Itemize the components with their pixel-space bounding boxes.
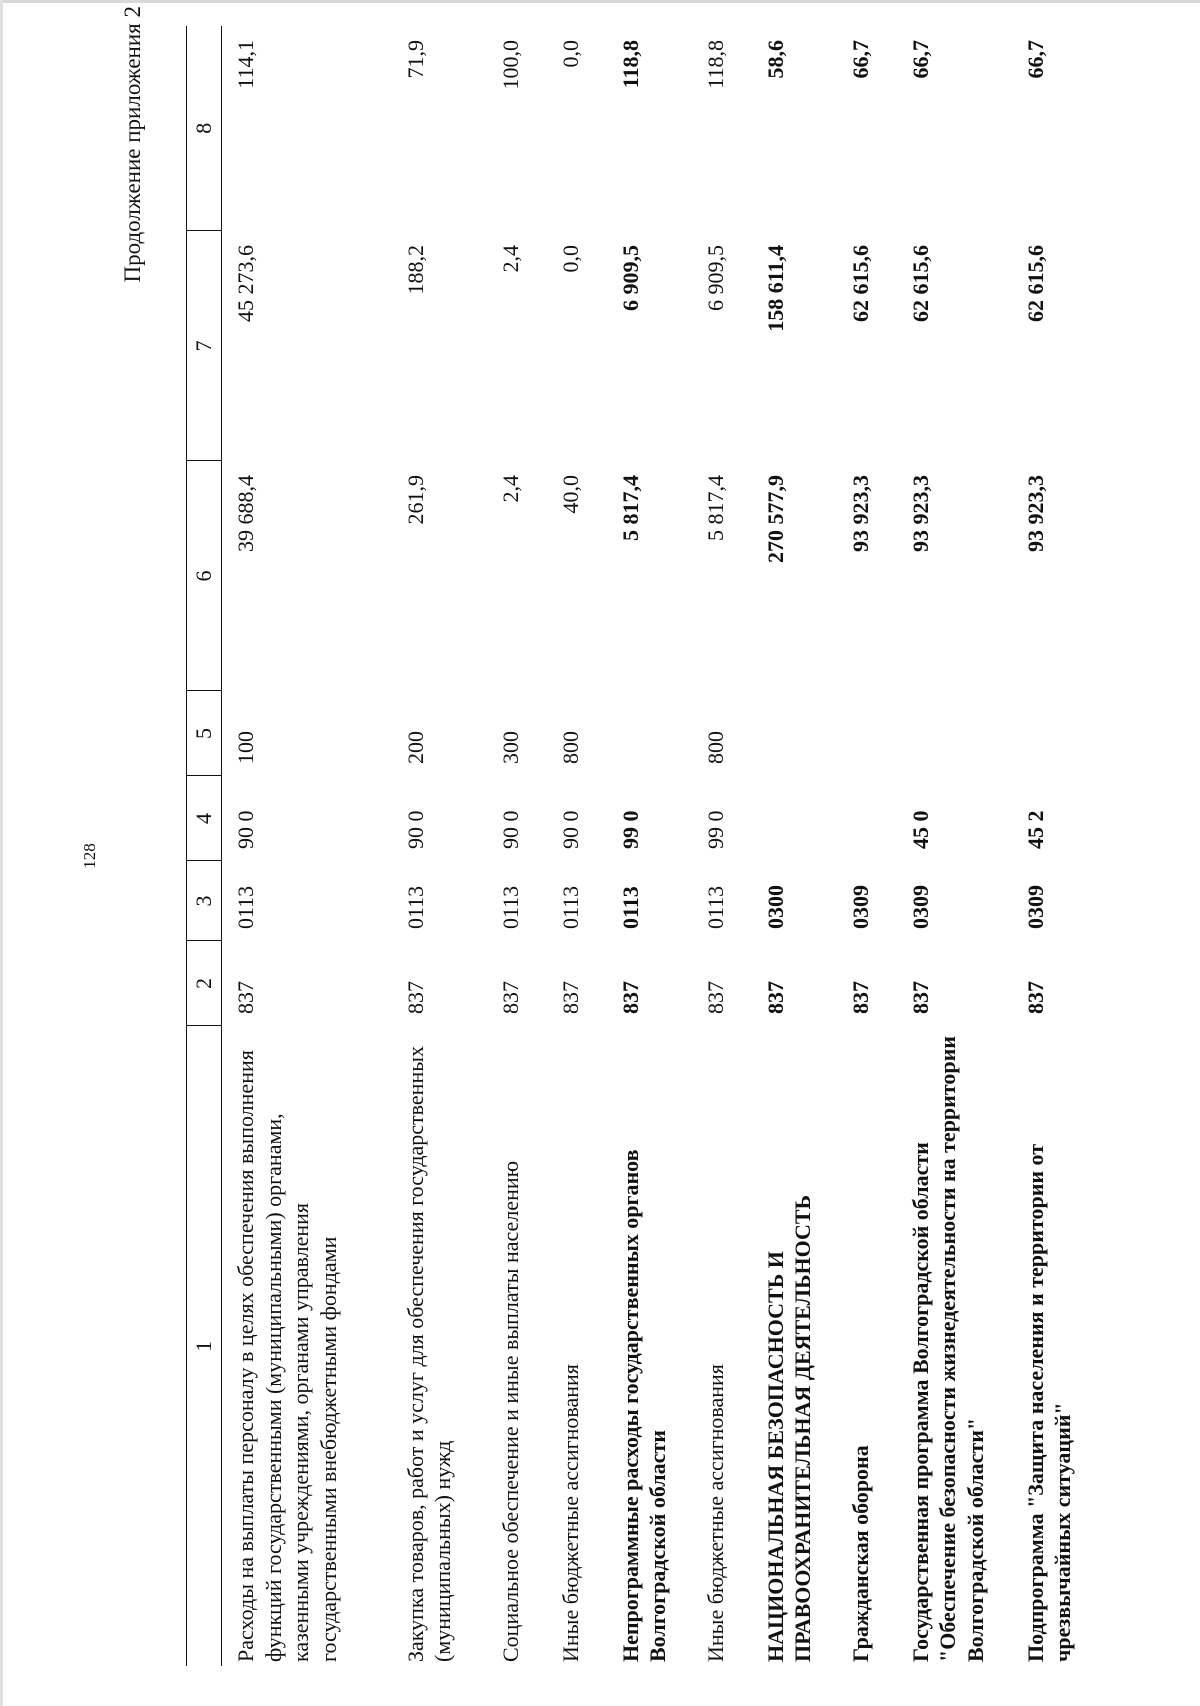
row-name: Государственная программа Волгоградской области "Обеспечение безопасности жизнедеятельности на территории Волгоградской области" [907,1036,988,1662]
cell-value-8: 66,7 [847,40,873,79]
row-name: Социальное обеспечение и иные выплаты населению [497,1160,523,1662]
cell-expense-type [837,691,897,776]
col-header-8: 8 [187,26,222,231]
cell-section: 0300 [762,885,788,929]
cell-chapter: 837 [557,981,583,1014]
cell-value-6: 2,4 [497,475,523,503]
cell-program [837,776,897,861]
cell-chapter: 837 [233,981,258,1014]
table-row [222,26,392,1666]
cell-chapter: 837 [762,981,788,1014]
cell-value-7: 6 909,5 [617,245,643,311]
cell-section: 0309 [847,885,873,929]
cell-expense-type: 100 [233,731,258,764]
header-row [187,26,222,1666]
cell-program: 99 0 [617,810,643,849]
cell-value-8: 71,9 [402,40,428,79]
row-name: Закупка товаров, работ и услуг для обеспечения государственных (муниципальных) нужд [402,1045,455,1662]
table-row [1012,26,1097,1666]
cell-value-8: 114,1 [233,40,258,89]
cell-chapter: 837 [702,981,728,1014]
cell-program: 90 0 [402,810,428,849]
table-row [897,26,1012,1666]
cell-value-7: 62 615,6 [847,245,873,322]
col-header-2: 2 [187,941,222,1026]
cell-value-8: 66,7 [907,40,933,79]
cell-program: 90 0 [557,810,583,849]
cell-value-6: 39 688,4 [233,475,258,552]
row-name: Иные бюджетные ассигнования [557,1364,583,1662]
cell-program: 45 0 [907,810,933,849]
col-header-7: 7 [187,231,222,461]
cell-value-8: 66,7 [1022,40,1048,79]
cell-section: 0309 [907,885,933,929]
cell-value-6: 93 923,3 [907,475,933,552]
row-name: Расходы на выплаты персоналу в целях обеспечения выполнения функций государственными (муниципальными) органами, казенными учреждениями, органами управления государственными внебюджетными фондами [233,1050,341,1662]
table-row [392,26,487,1666]
budget-table [186,26,1097,1666]
cell-program: 99 0 [702,810,728,849]
cell-value-7: 45 273,6 [233,245,258,322]
cell-section: 0113 [557,885,583,929]
cell-value-8: 118,8 [617,40,643,89]
cell-program: 90 0 [233,810,258,849]
row-name: Гражданская оборона [847,1445,873,1662]
table-row [607,26,692,1666]
cell-value-7: 6 909,5 [702,245,728,311]
page-number: 128 [80,843,99,869]
cell-value-7: 2,4 [497,245,523,273]
cell-section: 0309 [1022,885,1048,929]
table-body [222,26,1097,1666]
cell-expense-type: 800 [557,731,583,764]
col-header-6: 6 [187,461,222,691]
cell-program [752,776,837,861]
cell-chapter: 837 [497,981,523,1014]
cell-value-6: 40,0 [557,475,583,514]
row-name: Подпрограмма "Защита населения и территории от чрезвычайных ситуаций" [1022,1143,1075,1662]
cell-expense-type: 200 [402,731,428,764]
cell-expense-type [897,691,1012,776]
cell-expense-type [1012,691,1097,776]
cell-value-8: 100,0 [497,40,523,90]
col-header-5: 5 [187,691,222,776]
cell-value-7: 158 611,4 [762,245,788,332]
cell-section: 0113 [617,886,643,929]
cell-expense-type: 300 [497,731,523,764]
table-row [547,26,607,1666]
cell-value-6: 270 577,9 [762,475,788,563]
cell-value-8: 118,8 [702,40,728,89]
cell-chapter: 837 [907,981,933,1014]
cell-section: 0113 [402,885,428,929]
cell-program: 45 2 [1022,810,1048,849]
col-header-1: 1 [187,1026,222,1666]
cell-chapter: 837 [617,981,643,1014]
cell-expense-type [752,691,837,776]
cell-value-7: 62 615,6 [1022,245,1048,322]
cell-expense-type: 800 [702,731,728,764]
row-name: Иные бюджетные ассигнования [702,1364,728,1662]
cell-section: 0113 [233,885,258,929]
cell-value-6: 261,9 [402,475,428,525]
table-row [487,26,547,1666]
cell-section: 0113 [497,885,523,929]
cell-value-6: 5 817,4 [702,475,728,541]
cell-value-8: 58,6 [762,40,788,79]
cell-value-7: 0,0 [557,245,583,273]
cell-value-8: 0,0 [557,40,583,68]
cell-expense-type [607,691,692,776]
cell-value-7: 62 615,6 [907,245,933,322]
cell-section: 0113 [702,885,728,929]
cell-program: 90 0 [497,810,523,849]
row-name: НАЦИОНАЛЬНАЯ БЕЗОПАСНОСТЬ И ПРАВООХРАНИТЕЛЬНАЯ ДЕЯТЕЛЬНОСТЬ [762,1194,815,1662]
cell-value-6: 93 923,3 [1022,475,1048,552]
col-header-4: 4 [187,776,222,861]
table-row [752,26,837,1666]
table-row [692,26,752,1666]
row-name: Непрограммные расходы государственных органов Волгоградской области [617,1149,670,1662]
cell-value-7: 188,2 [402,245,428,295]
table-row [837,26,897,1666]
cell-value-6: 5 817,4 [617,475,643,541]
continuation-label: Продолжение приложения 2 [120,6,145,283]
cell-chapter: 837 [847,981,873,1014]
cell-chapter: 837 [402,981,428,1014]
cell-value-6: 93 923,3 [847,475,873,552]
col-header-3: 3 [187,861,222,941]
cell-chapter: 837 [1022,981,1048,1014]
